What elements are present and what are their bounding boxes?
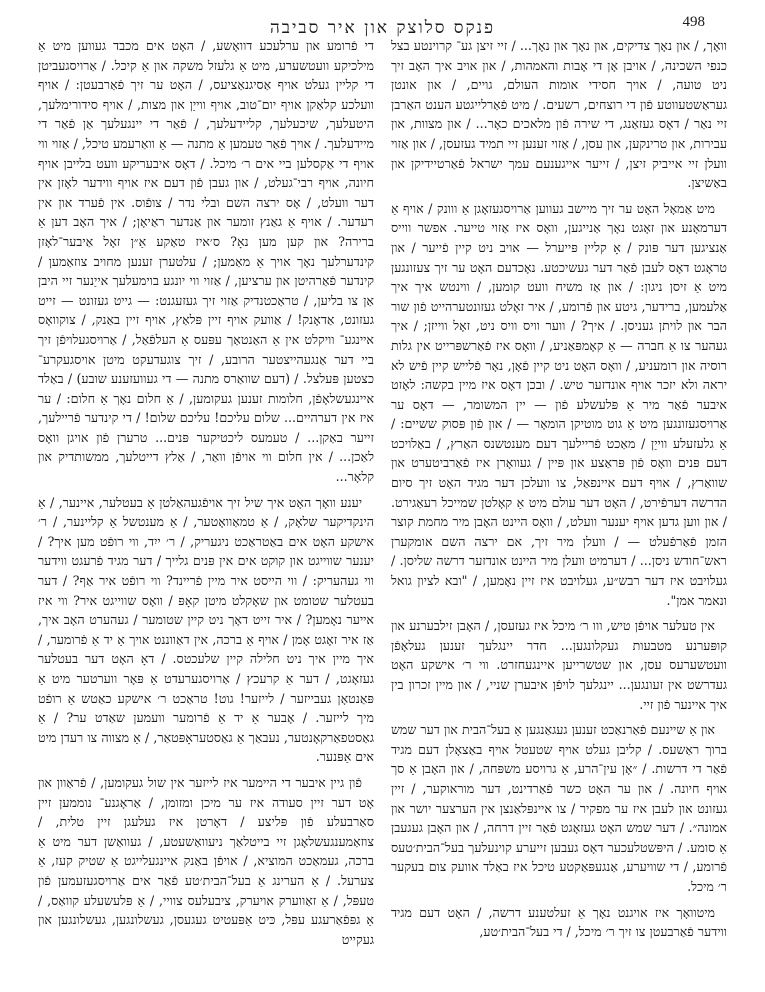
paragraph: די פֿרומע און ערלעכע דוואָשע, / האָט אים מכבד געווען מיט אַ מילכיקע וועטשערע, מיט אַ גלעזל משקה און אַ קיכל. / אַרויסגעביטן די קליין געלט אויף אַסיגנאַציעס, / האָט ער זיך פֿאַרבעטן: / אויף וועלכע קלאַקן אויף יום־טוב, אויף ווייַן און מצות, / אויף סידורימלעך, היטעלעך, שיכעלעך, קליידעלעך, / פֿאַר די יינגעלעך אַן פֿאַר די מיידעלעך. / אויך פֿאַר טעמען אַ מתנה — אַ וואַרעמע טיכל, / אַזוי ווי אויף די אַקסלען ביי אים ר׳ מיכל. / דאָס איבעריקע וועט בלייבן אויף חיונה, אויף רבי־געלט, / און געבן פֿון דעם איז אויף ווידער לאָזן אין דער וועלט, / אָס ירצה השם ובלי נדר / צופֿוס. אין פֿערד און אין רעדער. / אויף אַ גאַנץ זומער און אַנדער ראַיאָן; / איך האָב דען אַ ברירה? און קען מען נאָ? ס׳איז טאַקע אַ״ן זאָל אַיבער־לאָזן קינדערלעך נאָך אויך אַ מאַמען; / עלטערן זענען מחויב צוזאַמען / קינדער פֿאַרהיטן און ערציען, / אַזוי ווי יונגע בוימעלעך אייַנער זיי היבן אַן צו בליען, / טראַכטנדיק אַזוי זיך געזעגנט: — גייט געזונט — זייט געזונט, אַדאָנק! / אַוועק אויף זיין פּלאַץ, אויף זיין באַנק, / צוקוואָס איינגע־ וויקלט אין אַ האַנטאַך עפּעס אַ העלפֿאַל, / אַרויסגעלויפֿן זיך ביי דער אַנגעהייצטער הרובע, / זיך צוגעדעקט מיטן אויסגעקרע־ כצטען פּעלצל. / (דעם שוואַרס מתנה — די געוועזענע שובע) / באַלד איינגעשלאָפֿן, חלומות זענען געקומען, / אַ חלום נאָך אַ חלום: / ער איז אין דערהיים... שלום עליכם! עליכם שלום! / די קינדער פֿריילעך, זייער באַקן... / טעמעס ליכטיקער פּנים... טרערן פֿון אויגן וואָס לאַכן... / אין חלום ווי אויפֿן וואַר, / אַלץ דייטלעך, ממשותדיק און קלאָר... [38,38,374,485]
running-title: פנקס סלוצק און איר סביבה [270,18,495,38]
paragraph: פֿון גיין איבער די היימער איז לייזער אין שול געקומען, / פֿראַוון און אָט דער זיין סעודה איז ער מיכן ומזומן, / אַראָגנע־ נוממען זיין סאַרבעלע פֿון פּליצע / דאָרטן איז געלעגן זיין טלית, / צוזאַמענגעשלאָגן זיי בייטלאַך ניעוואַשעטע, / געוואַשן דער מיט אַ ברכה, געמאַכט המוציא, / אויפֿן באַנק איינגעלייגט אַ שטיק קעז, אַ צערעל. / אַ הערינג אַ בעל־הבית׳טע פֿאַר אים אַרויסגעזעמען פֿון טעפּל, / אַ זאַווערק אויערק, ציבעלעס צוויי, / אַ פּלעשעלע קוואַס, / אַ גפּפֿאַרעגע עפּל, כּיט אַפּעטיט געגעסן, געשלונגען, געשלונגען און געקייט [38,774,374,947]
paragraph: מיטוואָך איז אויגנט נאָך אַ זעלטענע דרשה, / האָט דעם מגיד ווידער פֿאַרבעטן צו זיך ר׳ מיכל, / די בעל־הבית׳טע, [391,904,727,940]
paragraph: מיט אַמאָל האָט ער זיך מיישב געווען אַרויסגעזאָגן אַ ווונק / אויף אַ דערמאָנע און זאָגט נאָך אַנייגען, וואָס איז אַזוי טייער. אפשר ווייס אַנציגען דער פּונק / אָ קליין פּייערל — אויב ניט קיין פֿייער / און טראָגט דאָס לעבן פֿאַר דער געשיכטע. נאָכדעם האָט ער זיך צעזונגען מיט אַ זיסן ניגון: / און אַז משיח וועט קומען, / ווינטש איך איך אַלעמען, ברידער, גיטע און פֿרומע, / איר זאָלט געזונטערהייט פֿון שור הבר און לויתן געניסן. / איך? / ווער וויס וויס ניט, זאָל ווייזן; / איך געהער צו אַ חברה — אַ קאָמפּאַניע, / וואָס איז פֿאַרשפּרייט אין גלות רוסיה און רומעניע, / וואָס האָט ניט קיין פֿאָן, נאָר פֿלייש קיין פֿיש לא יראה ולא יזכר אויף אונדזער טיש. / ובכן דאָס איז מיין בקשה: לאָזט איבער פֿאַר מיר אַ פּלעשלע פֿון — יין המשומר, — דאָס ער אַרויסגעזונגען מיט אַ גוט מוטיקן הומאָר — / און פֿון פּסוק ששיים: / אַ גלעזעלע ווייַן / מאַכט פֿריילעך דעם מענטשנס האַרץ, / באַלויכט דעם פּנים וואָס פֿון פּראַצע און פּיין / געוואָרן איז פֿאַרביטערט און שוואַרץ, / אויף דעם איינפאַל, צו וועלכן דער מגיד האָט זיך סיום הדרשה דערפֿירט, / האָט דער עולם מיט אַ קאָלטן שמייכל רעאַגירט. / און ווען גדען אויף יענער וועלט, / וואָס היינט האָבן מיר מחמת קוצר הזמן פֿאַרפֿעלט — / וועלן מיר זיך, אם ירצה השם אומקערן ראש־חודש ניסן... / דערמיט וועלן מיר היינט אונדזער דרשה שליסן. / געלויבט איז דער רבש״ע, געלויבט איז זיין נאָמען, / "ובא לציון גואל ונאמר אמן". [391,200,727,608]
right-text-column [391,36,727,972]
paragraph: יענע וואָך האָט איך שיל זיך אויפֿגעהאַלטן אַ בעטלער, איינער, / אַ הינקדיקער שלאָק, / אַ טמאַוואָטער, / אַ מענטשל אַ קליינער, / ר׳ אישקע האָט אים באַטראַכט ניגעריק, / ר׳ ייִד, ווי רופֿט מען איך? / יענער שווייגט און קוקט אים אין פּנים גלייך / דער מגיד פֿרעגט ווידער ווי געהעריק: / ווי הייסט איר מיין פֿריינד? ווי רופֿט איר אַף? / דער בעטלער שטומט און שאָקלט מיטן קאָפּ / וואָס שווייגט איר? ווי איז אייער נאָמען? / איר זייט דאָך ניט קיין שטומער / געהערט האָב איך, אַז איר זאָגט אָמן / אויף אַ ברכה, אין דאַווננט אויך אַ יד אַ פֿרומער, / איך מיין איך ניט חלילה קיין שלעכטס. / דאָ האָט דער בעטלער געזאָגט, / דער אַ קרעכץ / אַרויסגערעדט אַ פּאָר ווערטער מיט אַ פּאַנטאָן געבייזער / לייזער! גוט! טראַכט ר׳ אישקע כאַטש אַ רופֿט מיך לייזער. / אָבער אַ יד אַ פֿרומער וועמען שאַדט ער? / אַ גאַסטפאַרקאָנטער, נעבאַך אַ גאַסטעראָפּטאַר, / אַ מצווה צו רעדן מיט אים אַפּנער. [38,494,374,765]
left-text-column [38,36,374,972]
paragraph: אין טעלער אויפֿן טיש, ווו ר׳ מיכל איז געזעסן, / האָבן זילבערנע און קופּערנע מטבעות געקלונגען... חדר יינגלעך זענען געלאָפֿן וועטשערעס עסן, און שטשרייען איינגעחזרט. ווי ר׳ אישקע האָט געדרשט אין זעונגען... יינגלעך לויפֿן איבערן שניי, / און מיין זכרון בין איך איינער פֿון זיי. [391,618,727,712]
paragraph: וואָך, / און נאָך צדיקים, און נאָך און נאָך... / זיי זיצן גע־ קרוינטע בצל כנפי השכינה, / אויבן אָן די אָבות והאמהות, / און אויב איך האָב זיך ניט טועה, / אויך חסידי אומות העולם, גויים, / און אונטן געראַשטעווטע פֿון די רוצחים, רשעים. / מיט פֿאַרלייגטע הענט האַרבן זיי נאַר / דאָס געזאַנג, די שירה פֿון מלאכים כאָר... / און מצוות, און עבירות, און טרינקען, און עסן, / אַזוי זענען זיי תמיד געזעסן, / און אַזוי וועלן זיי אייביק זיצן, / זייער אייגענעם עמך ישראל פֿאַרטיידיקן און באַשיצן. [391,38,727,191]
paragraph: און אַ שיינעם פֿאַרנאַכט זענען געגאַנגען אַ בעל־הבית און דער שמש ברוך ראַשעס. / קליבן געלט אויף שטעטל אויף באַצאָלן דעם מגיד פֿאַר די דרשות. / ״אָן עין־הרע, אַ גרויסע משפּחה, / און האָבן אַ סך אויף חיונה. / און ער האָט כשר פֿאַרדינט, דער מוראוקער, / זיין געזונט און לעבן איז ער מפקיר / צו איינפּלאַנצן אין הערצער יושר און אמונה״. / דער שמש האָט געזאָגט פֿאַר זיין דרחה, / און האָבן געגעבן אַ סומע. / היפּשטלעכער דאָס געבען זייערע קוינעלעך בעל־הבית׳טעס פֿרומע, / די שוויערע, אַנגעפּאַקטע טיכל איז באַלד אוועק צום בעקער ר׳ מיכל. [391,722,727,894]
running-header [60,14,705,38]
page-number: 498 [682,14,705,30]
